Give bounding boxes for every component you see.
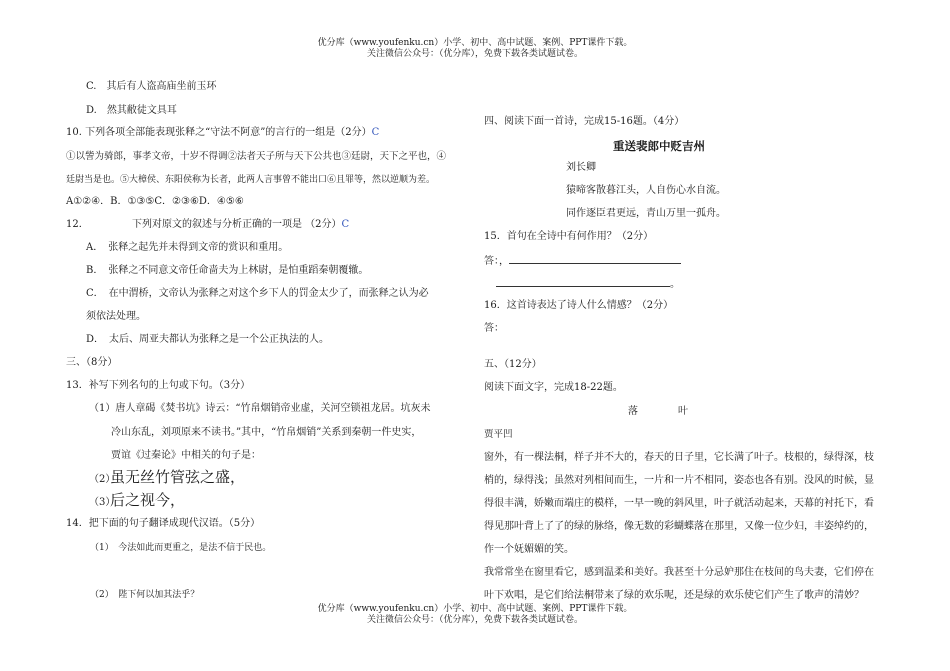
q10-stem <box>66 126 379 140</box>
q14-sentence-1: （1） 今法如此而更重之，是法不信于民也。 <box>90 543 272 553</box>
q13-item-3-number: （3） <box>89 497 116 508</box>
q14-sentence-2: （2） 陛下何以加其法乎？ <box>90 590 200 600</box>
essay-title-char-2: 叶 <box>678 406 688 417</box>
footer-line-1: 优分库（www.youfenku.cn）小学、初中、高中试题、案例、PPT课件下载。 <box>317 604 633 614</box>
q13-line-2: 冷山东乱，刘项原来不读书。”其中，“竹帛烟销”关系到秦朝一件史实， <box>111 427 422 438</box>
essay-p2-line-2: 叶下欢唱，是它们给法桐带来了绿的欢乐呢，还是绿的欢乐使它们产生了歌声的清妙？ <box>484 590 864 601</box>
poem-author: 刘长卿 <box>566 162 596 173</box>
essay-p2-line-1: 我常常坐在窗里看它，感到温柔和美好。我甚至十分忌妒那住在枝间的鸟夫妻，它们停在 <box>484 567 874 578</box>
q15-answer-period: 。 <box>670 279 680 290</box>
q12-option-c-line-2: 须依法处理。 <box>86 311 146 322</box>
q15-answer-line-2 <box>496 277 680 292</box>
q15-answer-blank-2[interactable] <box>496 277 670 287</box>
q12-option-d: D． 太后、周亚夫都认为张释之是一个公正执法的人。 <box>86 334 330 345</box>
section-5-heading: 五、（12分） <box>484 359 542 370</box>
q12-option-b: B． 张释之不同意文帝任命啬夫为上林尉，是怕重蹈秦朝覆辙。 <box>86 265 369 276</box>
q13-stem: 13．补写下列名句的上句或下句。（3分） <box>66 380 251 391</box>
q12-option-c-line-1: C． 在中渭桥，文帝认为张释之对这个乡下人的罚金太少了，而张释之认为必 <box>86 288 429 299</box>
q10-answer: C <box>371 127 380 138</box>
q15-stem: 15．首句在全诗中有何作用？（2分） <box>484 231 654 242</box>
option-c-previous: C. 其后有人盗高庙坐前玉环 <box>86 81 217 92</box>
essay-p1-line-4: 得见那叶背上了了的绿的脉络，像无数的彩蝴蝶落在那里，又像一位少妇，丰姿绰约的， <box>484 521 874 532</box>
essay-p1-line-2: 梢的，绿得浅；虽然对列相间而生，一片和一片不相同，姿态也各有别。没风的时候，显 <box>484 475 874 486</box>
q12-number: 12． <box>66 219 89 230</box>
header-line-2: 关注微信公众号：（优分库），免费下载各类试题试卷。 <box>366 49 583 59</box>
section-4-heading: 四、阅读下面一首诗，完成15-16题。（4分） <box>484 116 685 127</box>
q12-option-a: A． 张释之起先并未得到文帝的赏识和重用。 <box>86 242 289 253</box>
q12-stem-text: 下列对原文的叙述与分析正确的一项是 （2分） <box>132 219 342 230</box>
q13-item-2: 虽无丝竹管弦之盛， <box>110 468 246 486</box>
q13-item-3: 后之视今， <box>110 491 186 509</box>
q15-answer-label: 答：， <box>484 256 509 267</box>
q13-line-1: （1）唐人章碣《焚书坑》诗云：“竹帛烟销帝业虚，关河空锁祖龙居。坑灰未 <box>89 403 431 414</box>
poem-title: 重送裴郎中贬吉州 <box>613 139 705 153</box>
q14-stem: 14．把下面的句子翻译成现代汉语。（5分） <box>66 518 261 529</box>
q13-line-3: 贾谊《过秦论》中相关的句子是： <box>111 450 261 461</box>
essay-title-char-1: 落 <box>628 406 638 417</box>
q16-answer-label: 答： <box>484 323 504 334</box>
section-5-instruction: 阅读下面文字，完成18-22题。 <box>484 382 623 393</box>
essay-p1-line-1: 窗外，有一棵法桐，样子并不大的，春天的日子里，它长满了叶子。枝根的，绿得深，枝 <box>484 452 874 463</box>
footer-line-2: 关注微信公众号：（优分库），免费下载各类试题试卷。 <box>366 615 583 625</box>
q15-answer-line-1 <box>484 254 681 269</box>
q15-answer-blank-1[interactable] <box>509 254 681 264</box>
page-footer <box>0 604 950 626</box>
essay-author: 贾平凹 <box>484 429 513 440</box>
q10-stem-text: 10. 下列各项全部能表现张释之“守法不阿意”的言行的一组是（2分） <box>66 127 372 138</box>
q12-stem <box>132 218 349 232</box>
essay-p1-line-3: 得很丰满，娇嫩而端庄的模样，一早一晚的斜风里，叶子就活动起来，天幕的衬托下，看 <box>484 498 874 509</box>
q10-items-line-1: ①以訾为骑郎，事孝文帝，十岁不得调②法者天子所与天下公共也③廷尉，天下之平也，④ <box>66 151 447 162</box>
header-line-1: 优分库（www.youfenku.cn）小学、初中、高中试题、案例、PPT课件下载。 <box>317 38 633 48</box>
essay-p1-line-5: 作一个妩媚媚的笑。 <box>484 544 574 555</box>
q16-stem: 16．这首诗表达了诗人什么情感？（2分） <box>484 300 674 311</box>
section-3-heading: 三、（8分） <box>66 357 118 368</box>
q12-answer: C <box>341 219 350 230</box>
option-d-previous: D. 然其敝徒文具耳 <box>86 105 177 116</box>
q10-items-line-2: 廷尉当是也。⑤大樟侯、东阳侯称为长者，此两人言事曾不能出口⑥且罪等，然以逆顺为差。 <box>66 175 436 185</box>
page-header <box>0 38 950 60</box>
q13-item-2-number: （2） <box>89 474 116 485</box>
poem-line-2: 同作逐臣君更远，青山万里一孤舟。 <box>566 208 726 219</box>
poem-line-1: 猿啼客散暮江头，人自伤心水自流。 <box>566 185 726 196</box>
q10-choices: A①②④．B．①③⑤C．②③⑥D．④⑤⑥ <box>66 196 244 207</box>
